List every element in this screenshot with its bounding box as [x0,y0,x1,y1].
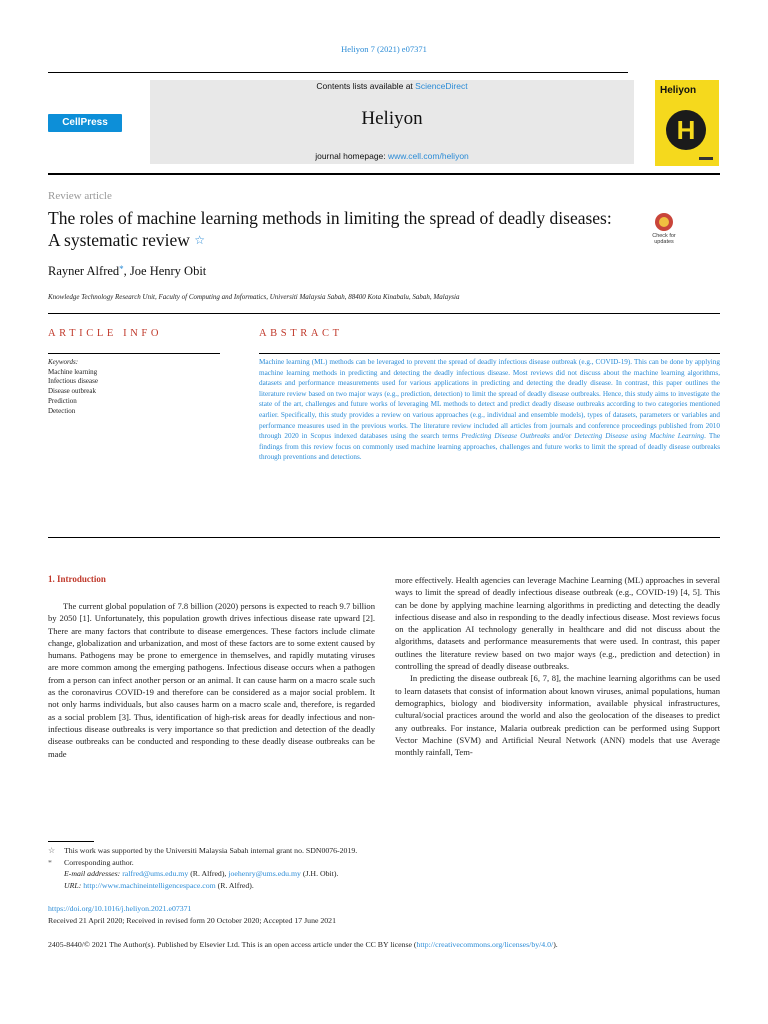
doi-block [48,903,336,926]
homepage-line [150,151,634,161]
keywords-label: Keywords: [48,358,79,366]
affiliation-rule [48,313,720,314]
journal-cover-image[interactable] [655,80,719,166]
abstract-part2: . The findings from this review focus on commonly used machine learning approaches, challenges and future works to limit the spread of deadly disease outbreaks through preventions and detections. [259,432,721,462]
abstract-and-or: and/or [549,432,575,441]
keyword-item: Detection [48,406,76,415]
cover-stripe [699,157,713,160]
footnote-asterisk-icon: * [48,857,52,867]
journal-masthead [150,80,634,164]
article-info-rule [48,353,220,354]
footnote-url [48,880,357,892]
license-prefix: 2405-8440/© 2021 The Author(s). Published by Elsevier Ltd. This is an open access article under the CC BY license ( [48,940,417,949]
footnote-star-icon: ☆ [48,846,55,855]
footnote-corresponding-text: Corresponding author. [64,857,134,867]
section-heading-introduction: 1. Introduction [48,574,106,584]
license-suffix: ). [553,940,558,949]
keyword-item: Disease outbreak [48,387,97,396]
body-column-left [48,600,375,760]
author-alfred[interactable]: Rayner Alfred [48,264,120,278]
doi-link[interactable]: https://doi.org/10.1016/j.heliyon.2021.e07371 [48,904,192,913]
license-line [48,940,720,949]
intro-paragraph-2: In predicting the disease outbreak [6, 7, 8], the machine learning algorithms can be used to learn datasets that consist of information about known viruses, animal populations, human demographics, biology and biodiversity information, available physical infrastructures, cultural/social practices around the world and also the geolocation of the diseases to predict any outbreaks. For instance, Malaria outbreak prediction can be performed using Support Vector Machine (SVM) and Artificial Neural Network (ANN) models that use Average monthly rainfall, Tem- [395,673,720,758]
abstract-search-term-1: Predicting Disease Outbreaks [461,432,550,441]
crossmark-icon-inner [659,217,669,227]
url-owner: (R. Alfred). [215,880,254,890]
email-owner-alfred: (R. Alfred), [188,869,229,878]
intro-paragraph-1-cont: more effectively. Health agencies can leverage Machine Learning (ML) approaches in several ways to limit the spread of deadly infectious disease outbreak (e.g., COVID-19) [4, 5]. This can be done by applying machine learning algorithms in predicting and detecting the deadly infectious disease and also in responding to the deadly infectious disease. Most reviews focus on the application AI technology generally in healthcare and did not discuss about the algorithms, datasets and performance measurements that were used. In contrast, this paper outlines the literature review based on two major ways (e.g., prediction and detection) in controlling the spread of deadly disease outbreaks. [395,575,720,672]
sciencedirect-link[interactable]: ScienceDirect [415,81,468,91]
corresponding-author-mark[interactable]: * [119,264,124,274]
article-info-heading: ARTICLE INFO [48,328,163,339]
body-column-right [395,574,720,758]
abstract-end-rule [48,537,720,538]
email-label: E-mail addresses: [64,869,121,878]
journal-name: Heliyon [361,108,423,129]
footnote-emails [48,868,357,880]
received-dates: Received 21 April 2020; Received in revised form 20 October 2020; Accepted 17 June 2021 [48,915,336,925]
authors [48,264,206,279]
cellpress-logo[interactable] [48,80,140,164]
keywords-block [48,358,98,416]
abstract-heading: ABSTRACT [259,328,343,339]
check-for-updates-badge[interactable] [648,212,680,248]
author-obit[interactable]: Joe Henry Obit [129,264,207,278]
email-link-obit[interactable]: joehenry@ums.edu.my [228,869,301,878]
homepage-prefix: journal homepage: [315,151,388,161]
journal-citation[interactable]: Heliyon 7 (2021) e07371 [341,44,427,54]
footnote-funding-text: This work was supported by the Universiti Malaysia Sabah internal grant no. SDN0076-2019. [64,846,358,855]
article-title-text: The roles of machine learning methods in limiting the spread of deadly diseases: A systematic review [48,208,612,250]
homepage-link[interactable]: www.cell.com/heliyon [388,151,469,161]
license-link[interactable]: http://creativecommons.org/licenses/by/4.0/ [416,940,554,949]
header-rule-bottom [48,173,720,175]
footnote-corresponding [48,857,357,869]
keyword-item: Prediction [48,396,77,405]
abstract-rule [259,353,720,354]
crossmark-label: Check for updates [652,233,676,245]
title-footnote-star-icon[interactable]: ☆ [194,233,206,247]
intro-paragraph-1: The current global population of 7.8 billion (2020) persons is expected to reach 9.7 billion by 2050 [1]. Unfortunately, this population growth drives infectious disease rate upward [2]. There are many factors that contribute to disease emergences. These factors include climate change, globalization and urbanization, and most of these factors are to some extent caused by humans. Pathogens may be prone to emergence in themselves, and rapidly mutating viruses are more common among the emerging pathogens. Infectious disease occurs when a pathogen from a person can infect another person or an animal. It can cause harm on a macro scale such as the coronavirus COVID-19 and therefore can be considered as a major social problem. It not only harms individuals, but also causes harm on a macro scale and, therefore, is regarded as a social problem [3]. Thus, identification of high-risk areas for deadly infectious and non-infectious disease outbreaks is very importance so that prediction and detection of the deadly disease outbreaks can be conducted and responding to these deadly disease outbreaks can be made [48,601,375,759]
author-homepage-link[interactable]: http://www.machineintelligencespace.com [83,880,216,890]
author-separator: , [123,264,130,278]
abstract-search-term-2: Detecting Disease using Machine Learning [574,432,705,441]
footnote-funding [48,845,357,857]
abstract-part1: Machine learning (ML) methods can be leveraged to prevent the spread of deadly infectious disease outbreak (e.g., COVID-19). This can be done by applying machine learning methods in predicting and detecting the deadly infectious disease. Most reviews did not discuss about the machine learning algorithms, datasets and performance measurements used for various applications in predicting and detecting the deadly disease. In contrast, this paper outlines the literature review based on two major ways (e.g., prediction, detection) to limit the spread of deadly disease outbreaks. Hence, this study aims to investigate the state of the art, challenges and future works of leveraging ML methods to detect and predict deadly disease outbreaks according to two categories mentioned earlier. Specifically, this study provides a review on various approaches (e.g., individual and ensemble models), types of datasets, parameters or variables and performance measures used in the previous works. The literature review included all articles from journals and conference proceedings published from 2010 through 2020 in Scopus indexed databases using the search terms [259,358,720,441]
footnotes [48,845,357,891]
article-title [48,207,618,251]
footnote-rule [48,841,94,842]
keyword-item: Machine learning [48,367,98,376]
keyword-item: Infectious disease [48,377,98,386]
cellpress-logo-text: CellPress [48,114,122,132]
header-rule-top [48,72,628,73]
article-type: Review article [48,190,112,202]
url-label: URL: [64,880,82,890]
contents-line [150,81,634,91]
cover-h-logo: H [666,110,706,150]
affiliation: Knowledge Technology Research Unit, Faculty of Computing and Informatics, Universiti Malaysia Sabah, 88400 Kota Kinabalu, Sabah, Malaysia [48,293,460,301]
email-owner-obit: (J.H. Obit). [300,869,339,878]
abstract-text [259,357,720,463]
email-link-alfred[interactable]: ralfred@ums.edu.my [122,869,189,878]
cover-title: Heliyon [660,85,697,96]
contents-prefix: Contents lists available at [316,81,416,91]
